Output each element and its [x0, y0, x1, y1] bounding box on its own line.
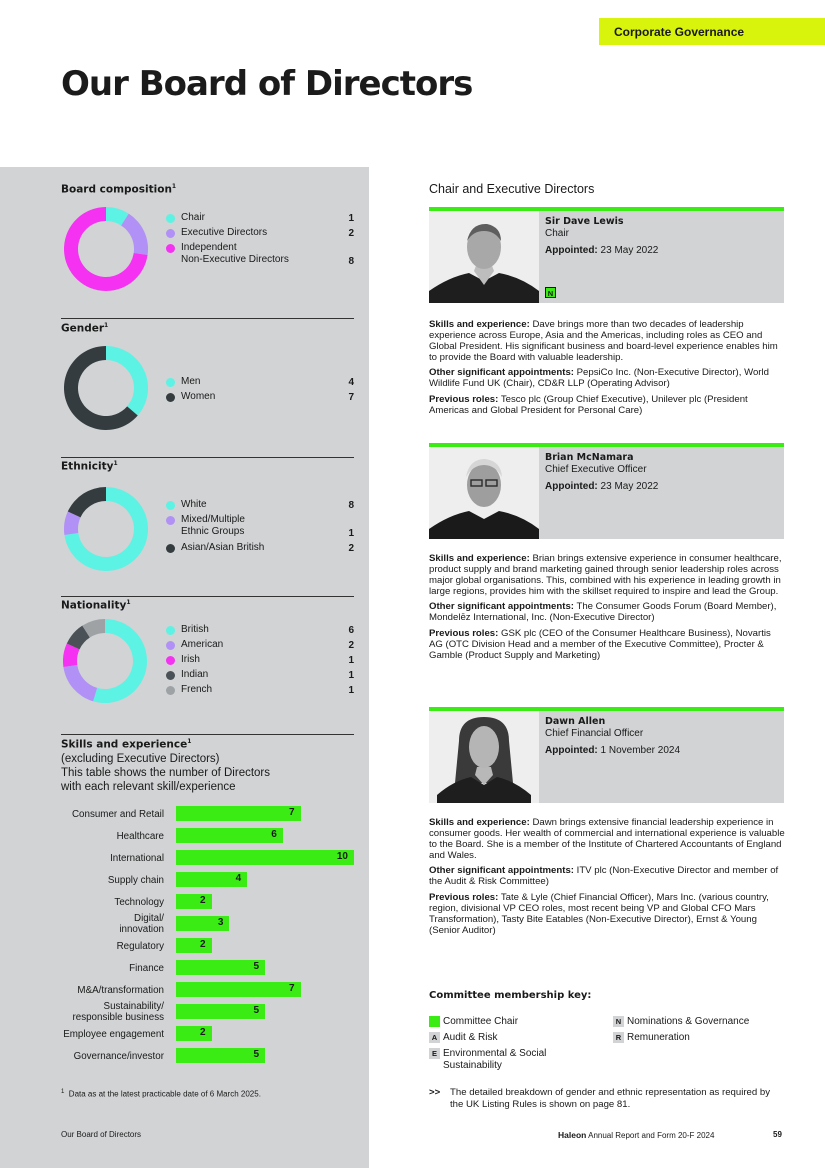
bar-value: 5 [253, 961, 259, 972]
esg-badge: E [429, 1048, 440, 1059]
director-photo [429, 447, 539, 539]
bar [176, 894, 212, 909]
bar-label: M&A/transformation [77, 984, 164, 996]
bar-label: Consumer and Retail [71, 808, 164, 820]
gender-legend [166, 376, 354, 406]
divider [61, 734, 354, 735]
bar-label: Sustainability/ responsible business [72, 1001, 164, 1023]
director-bio: Skills and experience: Dawn brings extensive financial leadership experience in consumer goods. Her wealth of commercial and international experience is valuable to the Board. She is a member of the Institute of Chartered Accountants of England and Wales. Other significant appointments: ITV plc (Non-Executive Director and member of the Audit & Risk Committee) Previous roles: Tate & Lyle (Chief Financial Officer), Mars Inc. (various country, region, divisional VP CEO roles, most recent being VP and Global CFO Mars Transformation), Tasty Bite Eatables (Non-Executive Director), Ernst & Young (Senior Auditor) [429, 817, 785, 936]
bar-row [0, 891, 369, 913]
nationality-title: Nationality$^1$ [61, 599, 131, 612]
director-bio: Skills and experience: Dave brings more than two decades of leadership experience across Europe, Asia and the Americas, including roles as CEO and Global President. His significant business and board-level experience enables him to provide the Board with valuable leadership. Other significant appointments: PepsiCo Inc. (Non-Executive Director), World Wildlife Fund UK (Chair), CD&R LLP (Operating Advisor) Previous roles: Tesco plc (Group Chief Executive), Unilever plc (President Americas and Global President for Personal Care) [429, 319, 778, 416]
bar-value: 4 [235, 873, 242, 884]
bar-value: 7 [289, 983, 295, 994]
legend-label: Women [181, 391, 216, 402]
legend-label: Irish [181, 654, 200, 665]
skills-description: (excluding Executive Directors) This table shows the number of Directors with each relevant skill/experience [61, 753, 271, 793]
legend-item [166, 669, 354, 684]
bar-row [0, 1001, 369, 1023]
legend-value: 4 [348, 377, 354, 388]
legend-dot [166, 686, 175, 695]
bar [176, 828, 283, 843]
director-appointed: Appointed: 23 May 2022 [545, 481, 659, 492]
ethnicity-title: Ethnicity$^1$ [61, 460, 118, 473]
director-bio: Skills and experience: Brian brings extensive experience in consumer healthcare, product supply and brand marketing gained through senior leadership roles across major global organisations. This, combined with his experience in leading growth in large regions, provides him with the skillset required to inspire and lead the Group. Other significant appointments: The Consumer Goods Forum (Board Member), Mondelēz International, Inc. (Non-Executive Director) Previous roles: GSK plc (CEO of the Consumer Healthcare Business), Novartis AG (OTC Division Head and a member of the Executive Committee), Procter & Gamble (Product Supply and Marketing) [429, 553, 782, 661]
bar-row [0, 1023, 369, 1045]
arrow-icon: >> [429, 1087, 441, 1098]
gender-donut [64, 346, 148, 430]
bar [176, 1026, 212, 1041]
bar-row [0, 1045, 369, 1067]
director-role: Chair [545, 228, 569, 239]
composition-title: Board composition$^1$ [61, 183, 177, 196]
directors-heading: Chair and Executive Directors [429, 182, 595, 196]
ethnicity-donut [64, 487, 148, 571]
legend-item [166, 624, 354, 639]
legend-item [166, 684, 354, 699]
director-info [539, 447, 784, 539]
legend-dot [166, 656, 175, 665]
skills-title: Skills and experience$^1$ [61, 738, 192, 751]
bar-value: 10 [336, 851, 348, 862]
legend-dot [166, 544, 175, 553]
legend-label: White [181, 499, 207, 510]
legend-label: French [181, 684, 213, 695]
section-tag: Corporate Governance [599, 18, 825, 45]
legend-item [166, 376, 354, 391]
director-card [429, 443, 784, 539]
legend-label: Mixed/Multiple Ethnic Groups [181, 514, 245, 537]
audit-badge: A [429, 1032, 440, 1043]
legend-dot [166, 244, 175, 253]
legend-item [166, 227, 354, 242]
legend-dot [166, 214, 175, 223]
chair-swatch [429, 1016, 440, 1027]
bar [176, 1004, 265, 1019]
bar-row [0, 913, 369, 935]
director-role: Chief Financial Officer [545, 728, 644, 739]
director-role: Chief Executive Officer [545, 464, 647, 475]
director-name: Sir Dave Lewis [545, 216, 624, 227]
bar-label: Governance/investor [73, 1050, 164, 1062]
ethnicity-legend [166, 499, 354, 557]
bar-row [0, 979, 369, 1001]
nationality-donut [63, 619, 147, 703]
footer-left: Our Board of Directors [61, 1130, 142, 1139]
bar [176, 806, 301, 821]
director-name: Dawn Allen [545, 716, 606, 727]
bar-value: 7 [289, 807, 295, 818]
bar-label: Employee engagement [63, 1028, 164, 1040]
legend-label: Asian/Asian British [181, 542, 265, 553]
bar-row [0, 825, 369, 847]
bar [176, 916, 229, 931]
director-photo [429, 711, 539, 803]
director-card [429, 707, 784, 803]
committee-key-title: Committee membership key: [429, 990, 592, 1001]
director-info [539, 711, 784, 803]
bar [176, 850, 354, 865]
legend-value: 1 [348, 655, 354, 666]
divider [61, 318, 354, 319]
donut-slice-1 [121, 214, 148, 255]
divider [61, 596, 354, 597]
legend-value: 7 [348, 392, 354, 403]
bar-row [0, 803, 369, 825]
legend-value: 1 [348, 528, 354, 539]
bar-label: Healthcare [116, 830, 164, 842]
legend-value: 1 [348, 685, 354, 696]
legend-value: 2 [348, 228, 354, 239]
director-name: Brian McNamara [545, 452, 634, 463]
bar-row [0, 957, 369, 979]
director-info [539, 211, 784, 303]
bar [176, 960, 265, 975]
bar [176, 938, 212, 953]
bar-row [0, 869, 369, 891]
bar-row [0, 935, 369, 957]
bar-label: Supply chain [107, 874, 164, 886]
bar-row [0, 847, 369, 869]
donut-slice-2 [68, 487, 106, 517]
bar-label: Technology [114, 896, 164, 908]
bar-label: Regulatory [116, 940, 164, 952]
director-photo [429, 211, 539, 303]
nationality-legend [166, 624, 354, 699]
legend-value: 2 [348, 543, 354, 554]
bar-value: 3 [217, 917, 224, 928]
legend-item [166, 514, 354, 542]
page-title: Our Board of Directors [61, 64, 473, 104]
bar-value: 5 [253, 1005, 259, 1016]
legend-value: 8 [348, 500, 354, 511]
legend-item [166, 654, 354, 669]
legend-dot [166, 516, 175, 525]
legend-dot [166, 378, 175, 387]
gender-title: Gender$^1$ [61, 322, 109, 335]
legend-value: 8 [348, 256, 354, 267]
composition-legend [166, 212, 354, 270]
donut-slice-1 [63, 665, 97, 701]
bar-label: International [110, 852, 164, 864]
bar-value: 2 [200, 895, 206, 906]
bar [176, 872, 247, 887]
legend-item [166, 242, 354, 270]
legend-label: Men [181, 376, 201, 387]
footer-report: Haleon Annual Report and Form 20-F 2024 [558, 1130, 715, 1140]
legend-dot [166, 626, 175, 635]
footnote: $^1$ Data as at the latest practicable date of 6 March 2025. [61, 1089, 261, 1099]
remuneration-badge: R [613, 1032, 624, 1043]
legend-item [166, 639, 354, 654]
legend-dot [166, 641, 175, 650]
nominations-badge: N [613, 1016, 624, 1027]
bar-label: Digital/ innovation [119, 913, 164, 935]
legend-value: 6 [348, 625, 354, 636]
bar [176, 982, 301, 997]
director-appointed: Appointed: 1 November 2024 [545, 745, 681, 756]
legend-item [166, 212, 354, 227]
legend-label: British [181, 624, 209, 635]
legend-label: Independent Non-Executive Directors [181, 242, 289, 265]
composition-donut [64, 207, 148, 291]
bar-label: Finance [129, 962, 164, 974]
legend-dot [166, 501, 175, 510]
page-number: 59 [773, 1130, 782, 1139]
donut-slice-0 [106, 346, 148, 416]
bar-value: 6 [271, 829, 277, 840]
director-appointed: Appointed: 23 May 2022 [545, 245, 659, 256]
legend-label: Executive Directors [181, 227, 268, 238]
director-card [429, 207, 784, 303]
divider [61, 457, 354, 458]
bar-value: 2 [200, 939, 206, 950]
legend-value: 1 [348, 213, 354, 224]
committee-badge: N [545, 287, 556, 298]
legend-value: 1 [348, 670, 354, 681]
legend-item [166, 391, 354, 406]
legend-label: American [181, 639, 224, 650]
legend-dot [166, 393, 175, 402]
legend-value: 2 [348, 640, 354, 651]
legend-label: Indian [181, 669, 209, 680]
bar [176, 1048, 265, 1063]
legend-item [166, 499, 354, 514]
bar-value: 5 [253, 1049, 259, 1060]
legend-dot [166, 671, 175, 680]
bar-value: 2 [200, 1027, 206, 1038]
legend-label: Chair [181, 212, 205, 223]
legend-dot [166, 229, 175, 238]
legend-item [166, 542, 354, 557]
